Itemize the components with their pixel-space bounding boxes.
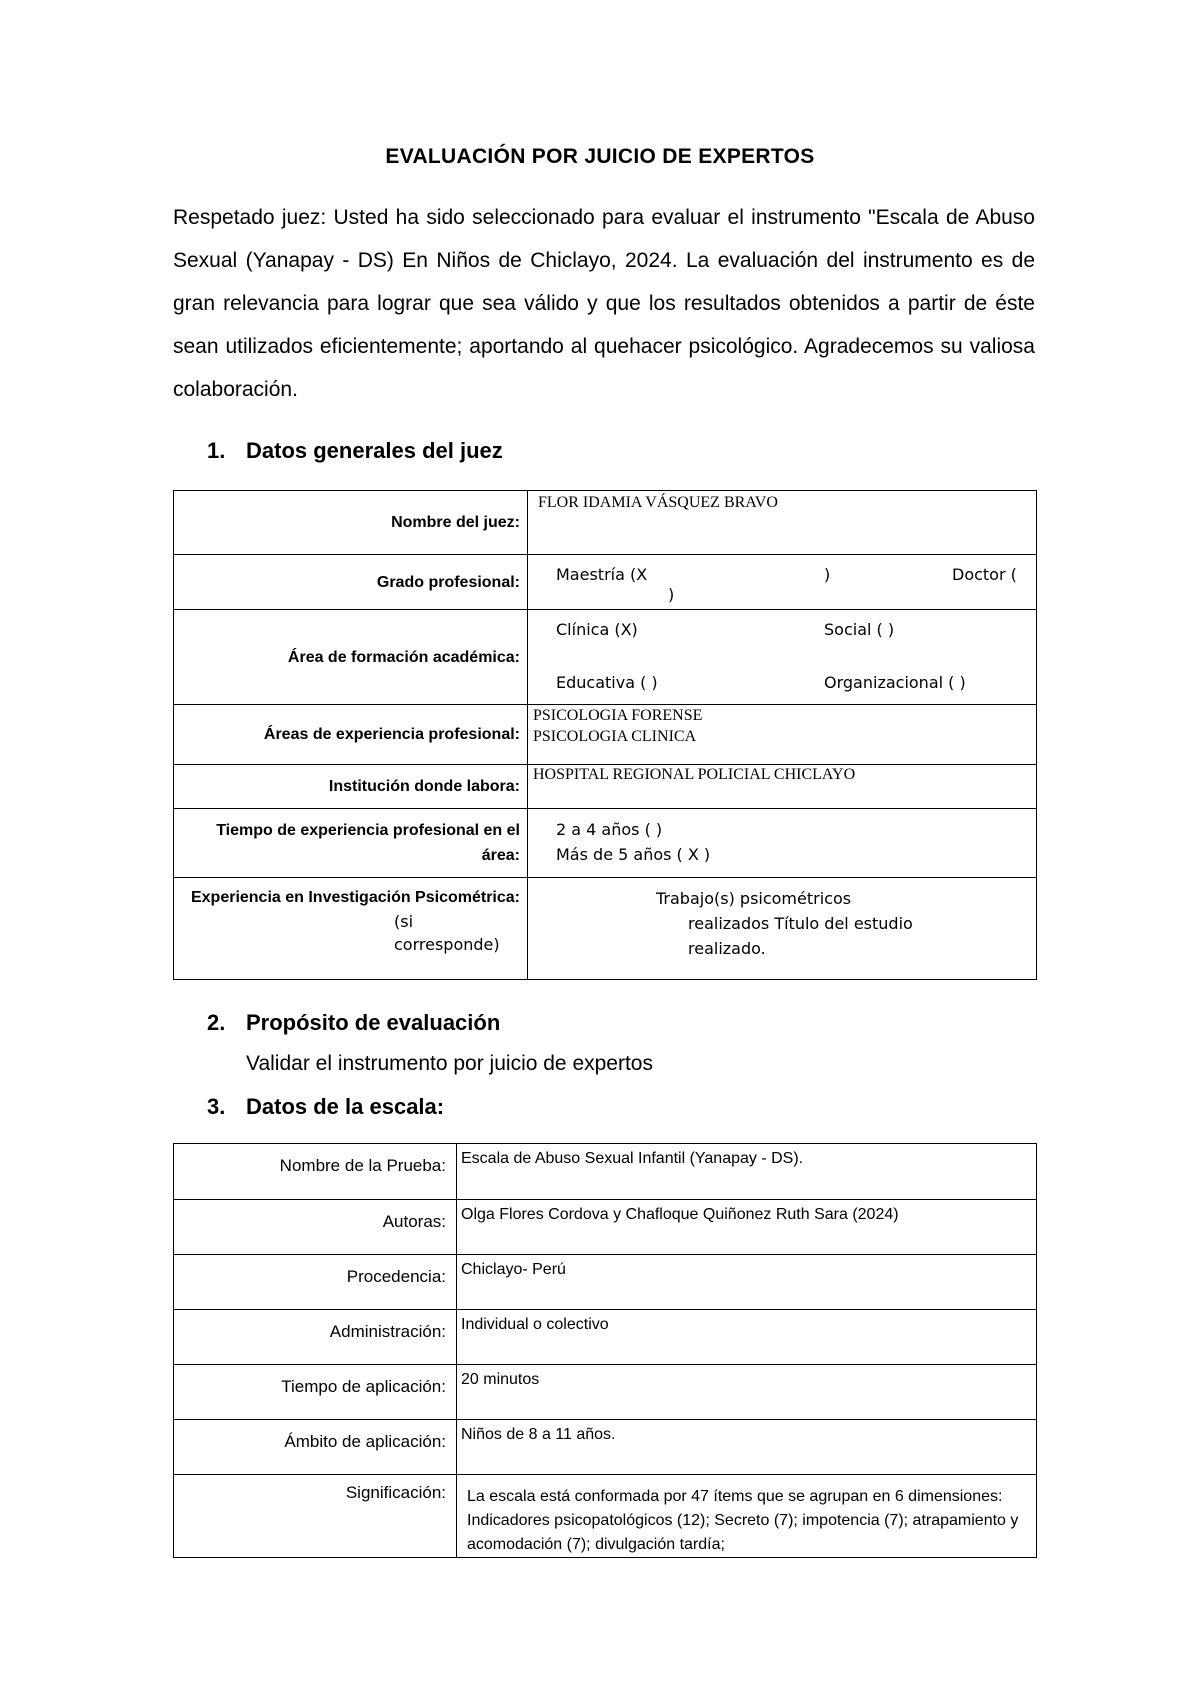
grado-doctor-option: Doctor ( bbox=[952, 565, 1017, 584]
table-row bbox=[174, 491, 1037, 555]
intro-paragraph: Respetado juez: Usted ha sido seleccionado para evaluar el instrumento "Escala de Abuso Sexual (Yanapay - DS) En Niños de Chiclayo, 2024. La evaluación del instrumento es de gran relevancia para lograr que sea válido y que los resultados obtenidos a partir de éste sean utilizados eficientemente; aportando al quehacer psicológico. Agradecemos su valiosa colaboración. bbox=[173, 206, 1035, 401]
table-row bbox=[174, 809, 1037, 878]
grado-maestria-close: ) bbox=[824, 565, 831, 584]
section-1-title: Datos generales del juez bbox=[246, 438, 503, 463]
section-3-heading bbox=[207, 1094, 444, 1120]
area-label: Área de formación académica: bbox=[174, 610, 528, 705]
scale-name-value: Escala de Abuso Sexual Infantil (Yanapay - DS). bbox=[457, 1144, 1037, 1200]
judge-name-label: Nombre del juez: bbox=[174, 491, 528, 555]
area-organizacional-option: Organizacional ( ) bbox=[824, 673, 966, 692]
experience-time-value bbox=[528, 809, 1037, 878]
scale-authors-label: Autoras: bbox=[174, 1200, 457, 1255]
experience-area-2: PSICOLOGIA CLINICA bbox=[533, 728, 697, 745]
institution-label: Institución donde labora: bbox=[174, 765, 528, 809]
experience-areas-value bbox=[528, 705, 1037, 765]
research-experience-note: (si corresponde) bbox=[394, 912, 500, 954]
page-title: EVALUACIÓN POR JUICIO DE EXPERTOS bbox=[385, 145, 815, 168]
section-2-number: 2. bbox=[207, 1010, 226, 1035]
grado-maestria-option: Maestría (X bbox=[556, 565, 648, 584]
section-1-heading bbox=[207, 438, 503, 464]
research-experience-line-2: realizados Título del estudio realizado. bbox=[688, 914, 913, 958]
area-clinica-option: Clínica (X) bbox=[556, 620, 638, 639]
scale-scope-value: Niños de 8 a 11 años. bbox=[457, 1420, 1037, 1475]
grado-doctor-close: ) bbox=[668, 585, 675, 604]
grado-value bbox=[528, 555, 1037, 610]
table-row bbox=[174, 1420, 1037, 1475]
table-row bbox=[174, 1144, 1037, 1200]
experience-areas-label: Áreas de experiencia profesional: bbox=[174, 705, 528, 765]
scale-administration-label: Administración: bbox=[174, 1310, 457, 1365]
table-row bbox=[174, 878, 1037, 980]
grado-label: Grado profesional: bbox=[174, 555, 528, 610]
scale-administration-value: Individual o colectivo bbox=[457, 1310, 1037, 1365]
section-2-heading bbox=[207, 1010, 500, 1036]
table-row bbox=[174, 610, 1037, 705]
research-experience-value bbox=[528, 878, 1037, 980]
area-social-option: Social ( ) bbox=[824, 620, 895, 639]
table-row bbox=[174, 1365, 1037, 1420]
scale-time-label: Tiempo de aplicación: bbox=[174, 1365, 457, 1420]
section-2-title: Propósito de evaluación bbox=[246, 1010, 501, 1035]
scale-name-label: Nombre de la Prueba: bbox=[174, 1144, 457, 1200]
institution-value: HOSPITAL REGIONAL POLICIAL CHICLAYO bbox=[528, 765, 1037, 809]
scale-data-table bbox=[173, 1143, 1037, 1558]
scale-scope-label: Ámbito de aplicación: bbox=[174, 1420, 457, 1475]
experience-area-1: PSICOLOGIA FORENSE bbox=[533, 707, 703, 724]
table-row bbox=[174, 705, 1037, 765]
table-row bbox=[174, 1255, 1037, 1310]
section-3-title: Datos de la escala: bbox=[246, 1094, 445, 1119]
scale-origin-label: Procedencia: bbox=[174, 1255, 457, 1310]
research-experience-label bbox=[174, 878, 528, 980]
experience-time-option-1: 2 a 4 años ( ) bbox=[556, 820, 663, 839]
area-educativa-option: Educativa ( ) bbox=[556, 673, 658, 692]
table-row bbox=[174, 555, 1037, 610]
table-row bbox=[174, 1200, 1037, 1255]
table-row bbox=[174, 765, 1037, 809]
judge-name-value: FLOR IDAMIA VÁSQUEZ BRAVO bbox=[528, 491, 1037, 555]
table-row bbox=[174, 1475, 1037, 1558]
judge-data-table bbox=[173, 490, 1037, 980]
section-3-number: 3. bbox=[207, 1094, 226, 1119]
scale-origin-value: Chiclayo- Perú bbox=[457, 1255, 1037, 1310]
scale-significance-value: La escala está conformada por 47 ítems que se agrupan en 6 dimensiones: Indicadores psicopatológicos (12); Secreto (7); impotencia (7); atrapamiento y acomodación (7); divulgación tardía; bbox=[457, 1475, 1037, 1558]
scale-significance-label: Significación: bbox=[174, 1475, 457, 1558]
research-experience-title: Experiencia en Investigación Psicométrica: bbox=[190, 889, 520, 906]
experience-time-label: Tiempo de experiencia profesional en el área: bbox=[174, 809, 528, 878]
scale-authors-value: Olga Flores Cordova y Chafloque Quiñonez Ruth Sara (2024) bbox=[457, 1200, 1037, 1255]
experience-time-option-2: Más de 5 años ( X ) bbox=[556, 845, 711, 864]
section-2-text: Validar el instrumento por juicio de expertos bbox=[246, 1052, 653, 1075]
scale-time-value: 20 minutos bbox=[457, 1365, 1037, 1420]
area-value bbox=[528, 610, 1037, 705]
research-experience-line-1: Trabajo(s) psicométricos bbox=[656, 889, 852, 908]
section-1-number: 1. bbox=[207, 438, 226, 463]
table-row bbox=[174, 1310, 1037, 1365]
